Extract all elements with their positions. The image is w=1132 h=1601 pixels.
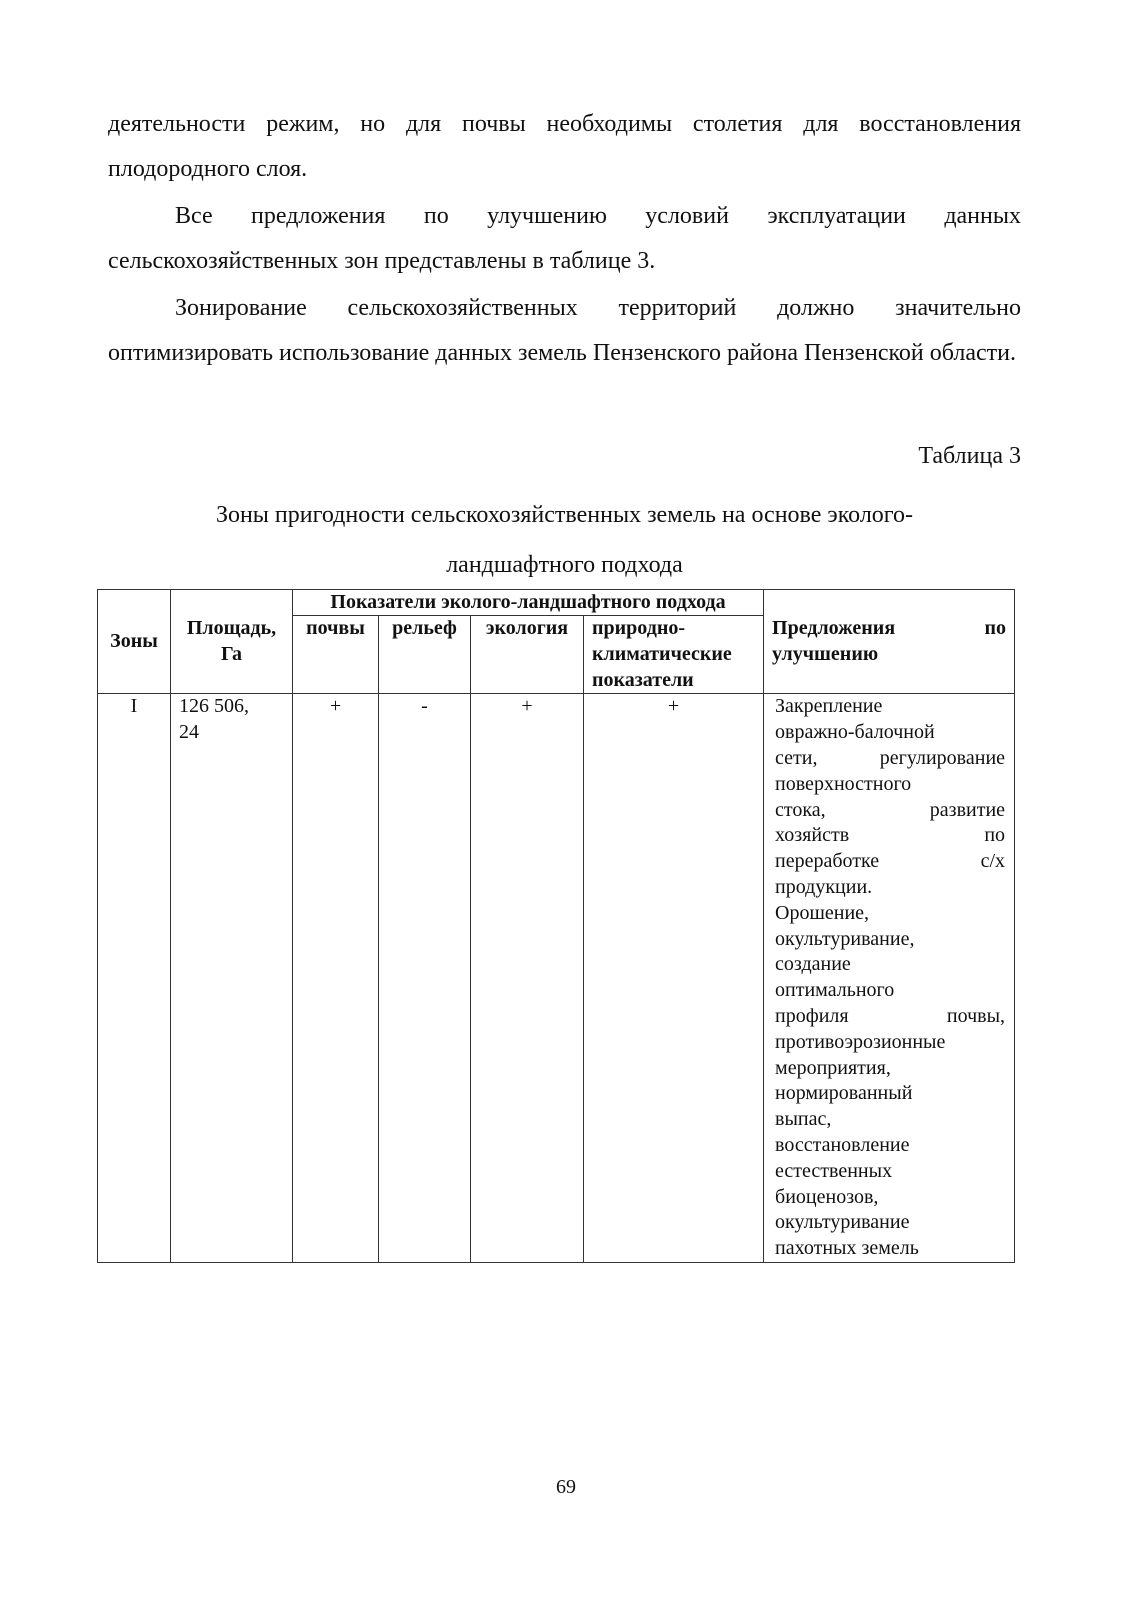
proposal-line: Орошение, <box>775 901 870 924</box>
proposal-line: создание <box>775 953 851 976</box>
proposal-line: стока, развитие <box>775 798 1006 821</box>
table-title-line-2: ландшафтного подхода <box>446 552 683 578</box>
header-climate <box>584 616 764 694</box>
header-soil: почвы <box>293 616 379 694</box>
paragraph-3: Зонирование сельскохозяйственных территорий должно значительно оптимизировать использование данных земель Пензенского района Пензенской области. <box>108 295 1021 366</box>
proposal-line: сети, регулирование <box>775 746 1006 769</box>
cell-area <box>171 694 293 1263</box>
header-relief: рельеф <box>379 616 471 694</box>
header-proposals <box>764 590 1015 694</box>
cell-relief: - <box>379 694 471 1263</box>
header-area-line-2: Га <box>221 642 242 665</box>
proposal-line: противоэрозионные <box>775 1030 946 1053</box>
proposal-line: пахотных земель <box>775 1237 919 1260</box>
header-area-line-1: Площадь, <box>186 616 277 639</box>
header-climate-line-2: климатические <box>592 642 732 665</box>
table-title <box>108 490 1021 590</box>
proposal-line: нормированный <box>775 1082 913 1105</box>
proposal-line: Закрепление <box>775 695 883 718</box>
table-title-line-1: Зоны пригодности сельскохозяйственных земель на основе эколого- <box>215 502 914 528</box>
cell-zone: I <box>98 694 171 1263</box>
proposal-line: профиля почвы, <box>775 1004 1006 1027</box>
header-proposals-line-2: улучшению <box>772 642 879 665</box>
proposal-line: оптимального <box>775 979 895 1002</box>
header-area <box>171 590 293 694</box>
table-row <box>98 694 1015 1263</box>
cell-area-line-1: 126 506, <box>179 695 249 718</box>
proposal-line: выпас, <box>775 1108 832 1131</box>
proposal-line: окультуривание, <box>775 927 915 950</box>
cell-proposals <box>764 694 1015 1263</box>
paragraph-1: деятельности режим, но для почвы необходимы столетия для восстановления плодородного слоя. <box>108 111 1021 182</box>
header-proposals-line-1: Предложения по <box>772 616 1007 639</box>
header-ecology: экология <box>471 616 584 694</box>
cell-climate: + <box>584 694 764 1263</box>
proposal-line: биоценозов, <box>775 1185 879 1208</box>
proposal-line: хозяйств по <box>775 824 1006 847</box>
page-number: 69 <box>556 1476 576 1498</box>
header-climate-line-1: природно- <box>592 617 686 639</box>
header-zones: Зоны <box>98 590 171 694</box>
cell-area-line-2: 24 <box>179 721 199 744</box>
proposal-line: восстановление <box>775 1133 910 1156</box>
proposal-line: окультуривание <box>775 1211 910 1234</box>
proposal-line: поверхностного <box>775 772 912 795</box>
proposal-line: продукции. <box>775 875 873 898</box>
cell-soil: + <box>293 694 379 1263</box>
proposal-line: овражно-балочной <box>775 721 935 744</box>
proposal-line: естественных <box>775 1159 893 1182</box>
proposal-line: мероприятия, <box>775 1056 891 1079</box>
header-climate-line-3: показатели <box>592 668 694 691</box>
table-header-row-1 <box>98 590 1015 616</box>
paragraph-2: Все предложения по улучшению условий эксплуатации данных сельскохозяйственных зон представлены в таблице 3. <box>108 203 1021 274</box>
header-indicators-group: Показатели эколого-ландшафтного подхода <box>293 590 764 616</box>
suitability-zones-table <box>97 589 1015 1263</box>
proposal-line: переработке с/х <box>775 850 1006 873</box>
table-label: Таблица 3 <box>918 443 1021 469</box>
cell-ecology: + <box>471 694 584 1263</box>
